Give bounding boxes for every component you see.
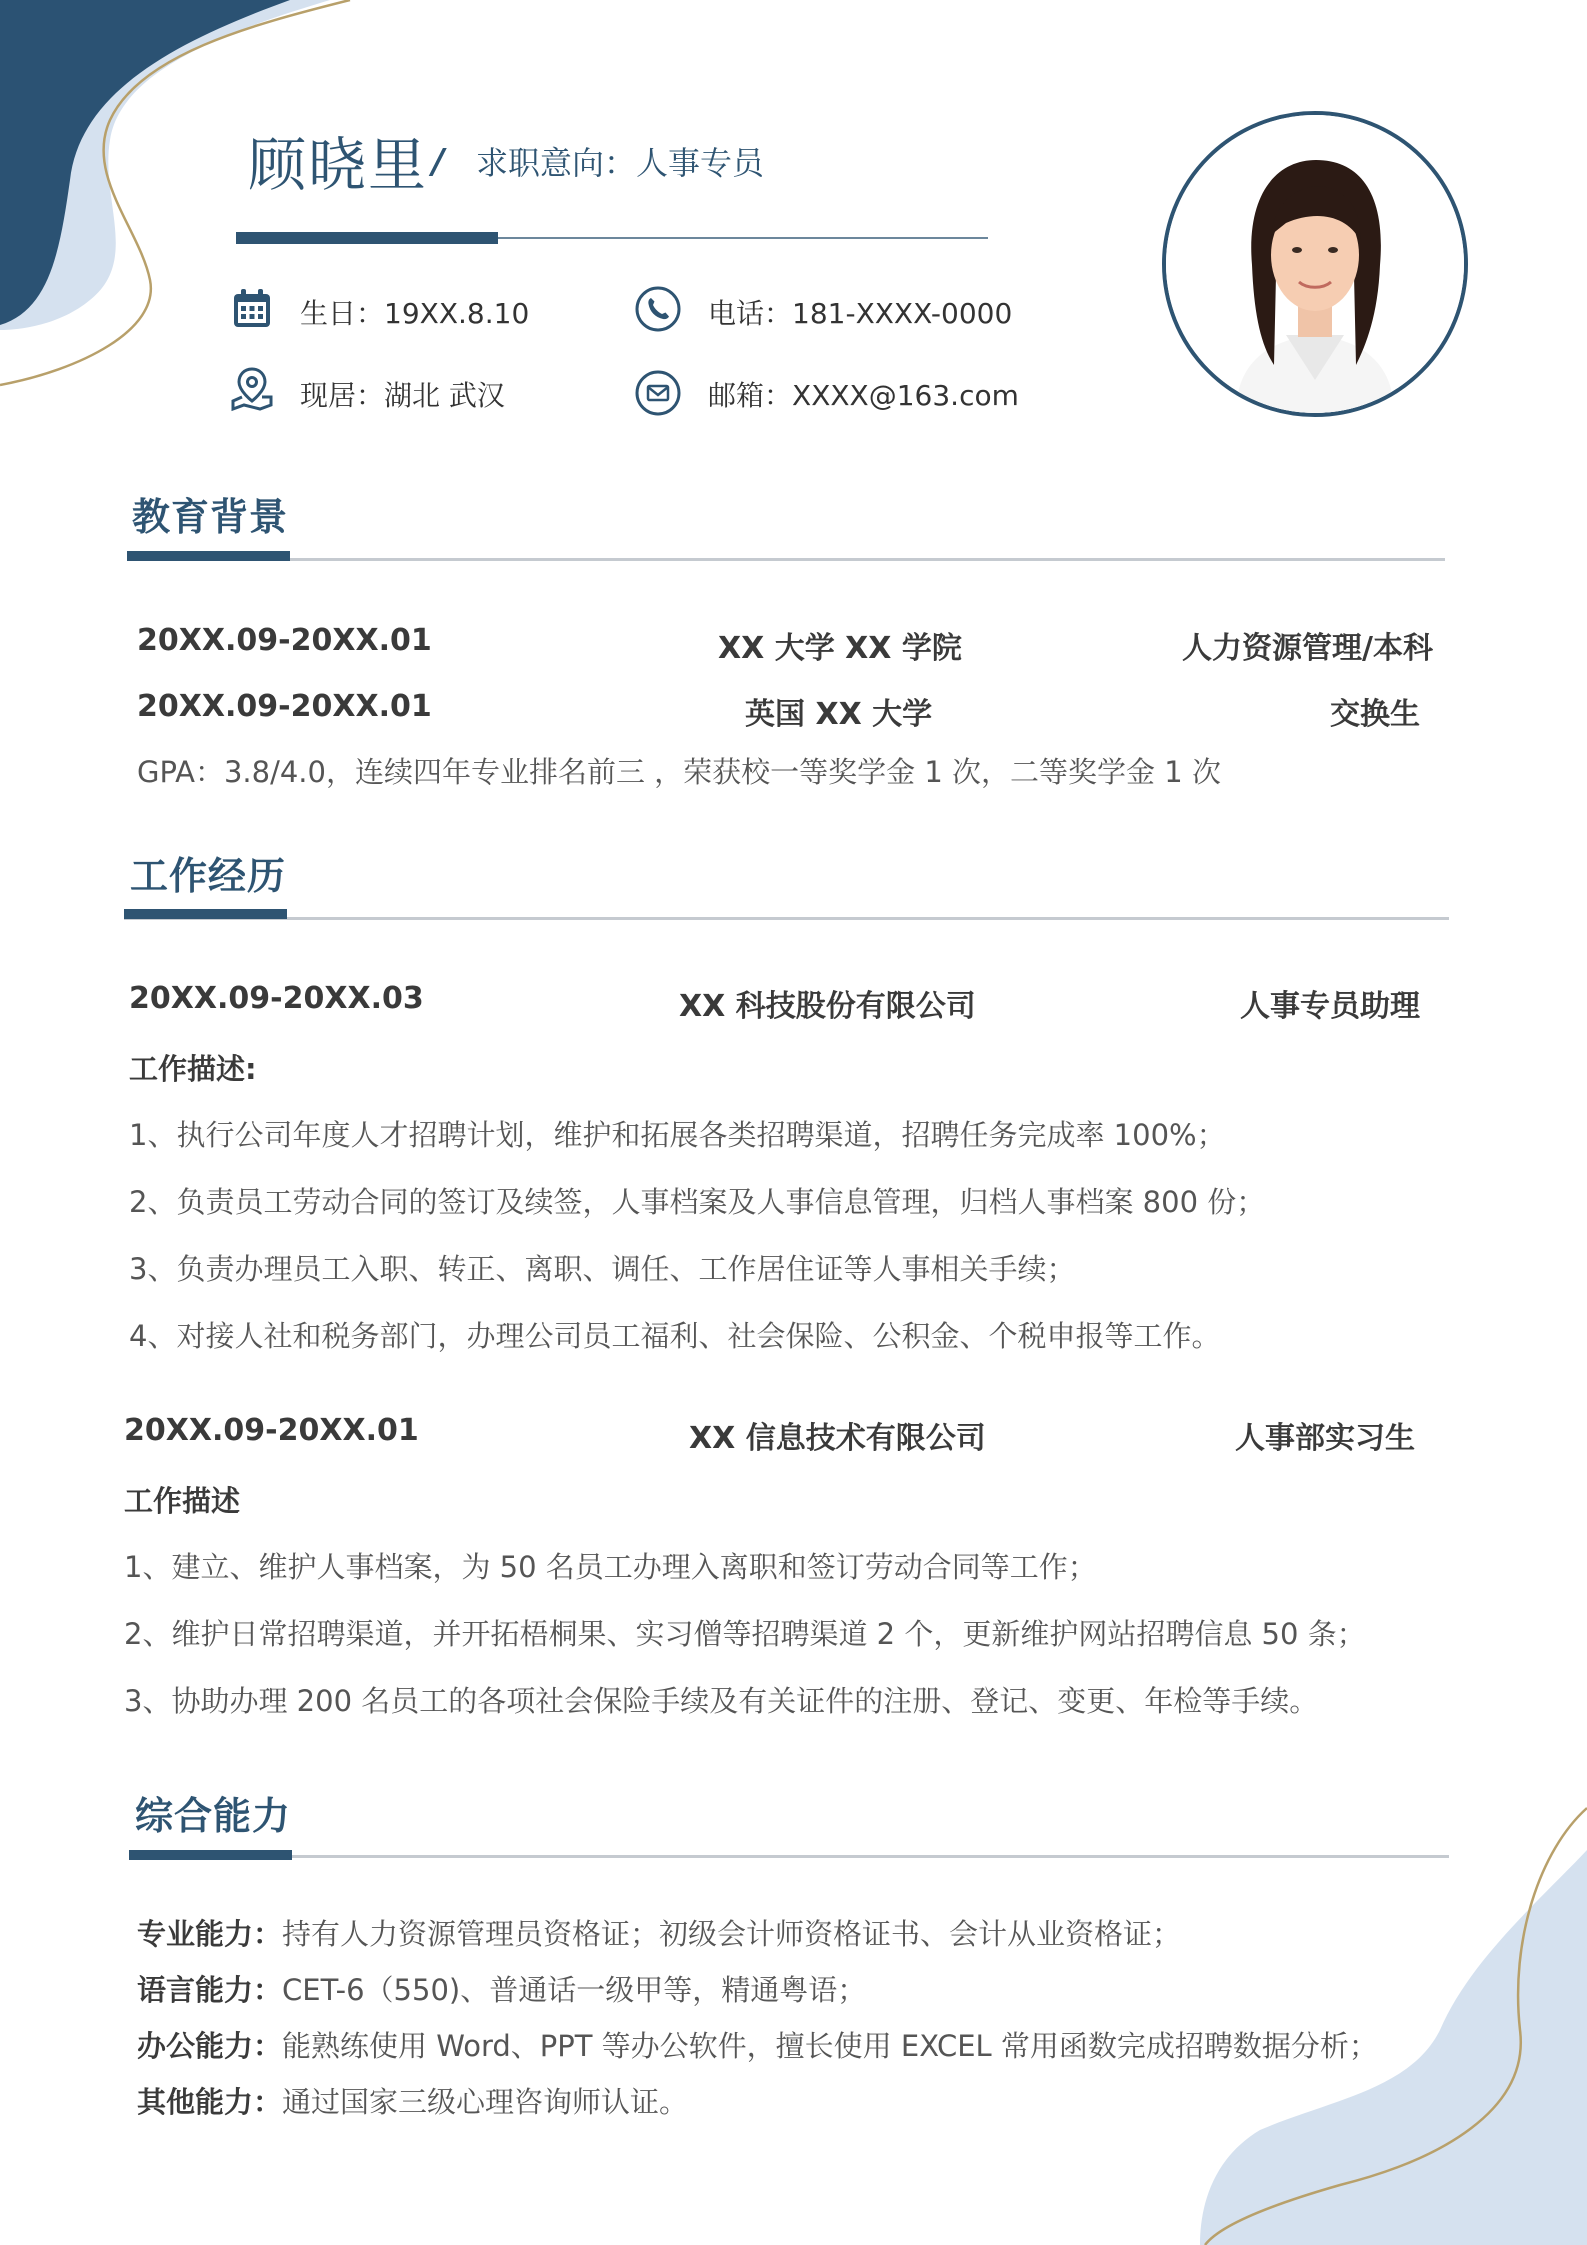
job-desc-label-1: 工作描述: (129, 1052, 257, 1086)
skill-text-language: CET-6（550)、普通话一级甲等，精通粤语； (282, 1973, 867, 2007)
top-left-dark-wave (0, 0, 290, 325)
job-2-item-1: 1、建立、维护人事档案，为 50 名员工办理入离职和签订劳动合同等工作； (124, 1550, 1097, 1584)
job-1-item-3: 3、负责办理员工入职、转正、离职、调任、工作居住证等人事相关手续； (129, 1252, 1076, 1286)
job-role-2: 人事部实习生 (1235, 1421, 1415, 1456)
skills-divider (129, 1855, 1449, 1858)
job-1-item-1: 1、执行公司年度人才招聘计划，维护和拓展各类招聘渠道，招聘任务完成率 100%； (129, 1118, 1226, 1152)
skill-label-other: 其他能力： (137, 2085, 283, 2119)
education-divider-accent (127, 551, 290, 561)
skill-text-other: 通过国家三级心理咨询师认证。 (282, 2085, 689, 2119)
job-company-1: XX 科技股份有限公司 (679, 989, 976, 1024)
job-2-item-3: 3、协助办理 200 名员工的各项社会保险手续及有关证件的注册、登记、变更、年检等手续。 (124, 1684, 1319, 1718)
birthday-value: 19XX.8.10 (384, 297, 530, 330)
skills-divider-accent (129, 1850, 292, 1860)
section-title-education: 教育背景 (132, 495, 289, 539)
email-value: XXXX@163.com (792, 379, 1019, 412)
birthday-info (300, 292, 529, 332)
job-desc-label-2: 工作描述 (124, 1484, 241, 1518)
section-title-skills: 综合能力 (135, 1794, 292, 1838)
email-info (708, 374, 1019, 414)
work-divider (124, 917, 1449, 920)
skill-label-professional: 专业能力： (137, 1917, 283, 1951)
phone-icon (634, 285, 682, 333)
email-label: 邮箱： (708, 379, 793, 412)
skill-item-language (137, 1968, 866, 2009)
edu-major-1: 人力资源管理/本科 (1182, 631, 1433, 666)
skill-item-office (137, 2024, 1378, 2065)
edu-school-1: XX 大学 XX 学院 (718, 631, 962, 666)
job-1-item-2: 2、负责员工劳动合同的签订及续签，人事档案及人事信息管理，归档人事档案 800 份； (129, 1185, 1266, 1219)
phone-info (708, 292, 1012, 332)
edu-date-1: 20XX.09-20XX.01 (137, 623, 432, 658)
education-divider (127, 558, 1445, 561)
header-divider-accent (236, 232, 498, 244)
job-intent-label: 求职意向： (476, 144, 637, 182)
job-1-item-4: 4、对接人社和税务部门，办理公司员工福利、社会保险、公积金、个税申报等工作。 (129, 1319, 1221, 1353)
phone-label: 电话： (708, 297, 793, 330)
phone-value: 181-XXXX-0000 (792, 297, 1013, 330)
work-divider-accent (124, 909, 287, 919)
residence-info (300, 374, 505, 414)
edu-school-2: 英国 XX 大学 (745, 697, 933, 732)
edu-major-2: 交换生 (1330, 697, 1420, 732)
job-company-2: XX 信息技术有限公司 (689, 1421, 986, 1456)
mail-icon (634, 369, 682, 417)
avatar-illustration (1166, 115, 1464, 413)
profile-photo (1162, 111, 1468, 417)
location-icon (228, 365, 276, 413)
edu-note: GPA：3.8/4.0，连续四年专业排名前三 ，荣获校一等奖学金 1 次，二等奖学金 1 次 (137, 755, 1221, 789)
skill-label-language: 语言能力： (137, 1973, 283, 2007)
title-separator: / (432, 142, 445, 182)
job-2-item-2: 2、维护日常招聘渠道，并开拓梧桐果、实习僧等招聘渠道 2 个，更新维护网站招聘信息 50 条； (124, 1617, 1366, 1651)
skill-text-professional: 持有人力资源管理员资格证；初级会计师资格证书、会计从业资格证； (282, 1917, 1182, 1951)
skill-item-professional (137, 1912, 1181, 1953)
candidate-name: 顾晓里 (248, 131, 429, 199)
job-date-2: 20XX.09-20XX.01 (124, 1413, 419, 1448)
edu-date-2: 20XX.09-20XX.01 (137, 689, 432, 724)
residence-value: 湖北 武汉 (384, 379, 505, 412)
job-intent (476, 138, 764, 184)
job-role-1: 人事专员助理 (1240, 989, 1420, 1024)
residence-label: 现居： (300, 379, 385, 412)
calendar-icon (228, 285, 276, 333)
skill-text-office: 能熟练使用 Word、PPT 等办公软件，擅长使用 EXCEL 常用函数完成招聘数据分析； (282, 2029, 1378, 2063)
job-intent-value: 人事专员 (636, 144, 765, 182)
skill-label-office: 办公能力： (137, 2029, 283, 2063)
job-date-1: 20XX.09-20XX.03 (129, 981, 424, 1016)
birthday-label: 生日： (300, 297, 385, 330)
skill-item-other (137, 2080, 688, 2121)
section-title-work: 工作经历 (130, 854, 287, 898)
